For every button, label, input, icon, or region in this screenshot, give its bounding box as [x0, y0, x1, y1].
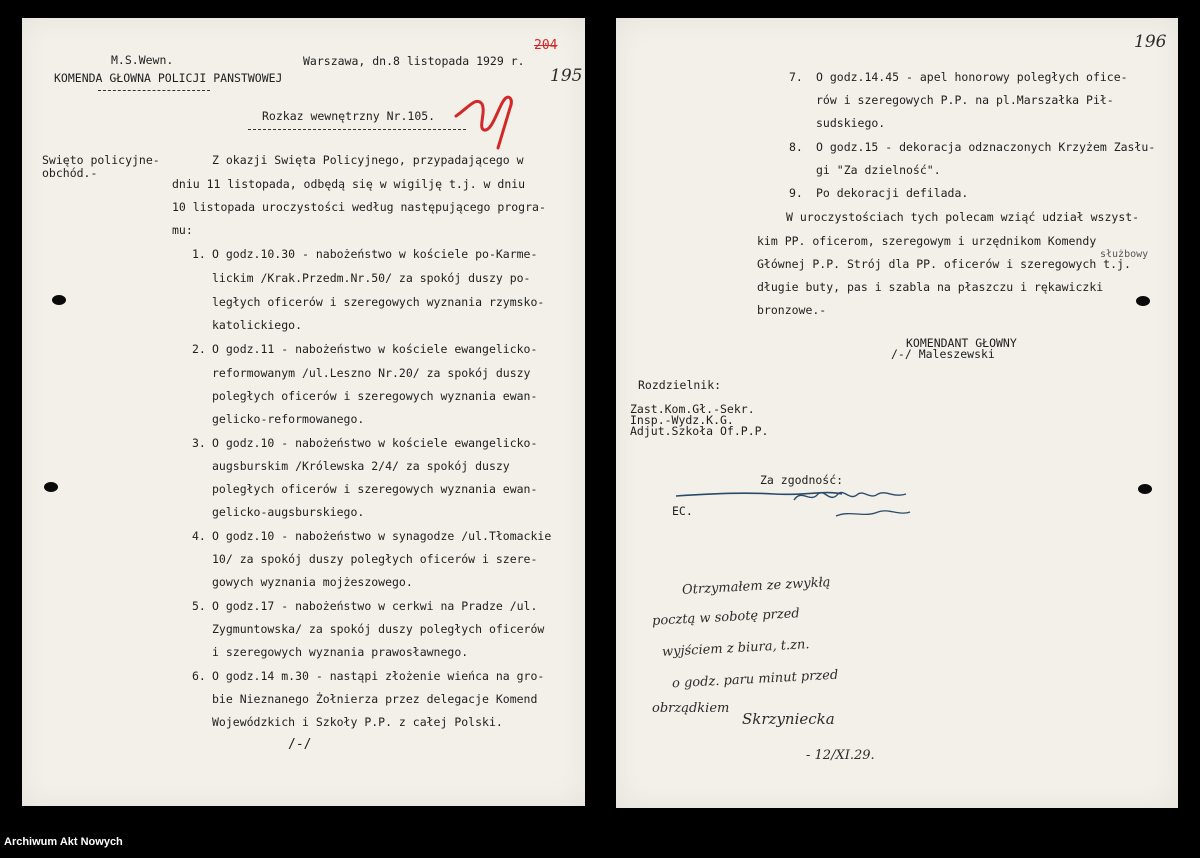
punch-hole — [44, 482, 58, 492]
closing-line: W uroczystościach tych polecam wziąć udział wszyst- — [786, 210, 1140, 224]
closing-line: długie buty, pas i szabla na płaszczu i rękawiczki — [757, 280, 1104, 294]
intro-line: Z okazji Swięta Policyjnego, przypadającego w — [212, 153, 524, 167]
handwritten-date: - 12/XI.29. — [806, 748, 875, 763]
document-page-left — [22, 18, 585, 806]
item-line: poległych oficerów i szeregowych wyznania ewan- — [212, 482, 538, 496]
document-page-right — [616, 18, 1178, 808]
red-pencil-mark — [448, 78, 538, 158]
handwritten-line: wyjściem z biura, t.zn. — [661, 637, 810, 660]
closing-line: bronzowe.- — [757, 303, 827, 317]
item-line: gowych wyznania mojżeszowego. — [212, 575, 413, 589]
punch-hole — [52, 295, 66, 305]
item-line: O godz.10 - nabożeństwo w synagodze /ul.Tłomackie — [212, 529, 552, 543]
item-line: poległych oficerów i szeregowych wyznania ewan- — [212, 389, 538, 403]
item-number: 6. — [192, 669, 206, 683]
item-line: gelicko-augsburskiego. — [212, 505, 365, 519]
closing-line: kim PP. oficerom, szeregowym i urzędnikom Komendy — [757, 234, 1097, 248]
title-underline — [248, 129, 466, 130]
item-line: O godz.11 - nabożeństwo w kościele ewangelicko- — [212, 342, 538, 356]
conformity-signature — [674, 482, 914, 528]
item-line: 10/ za spokój duszy poległych oficerów i szere- — [212, 552, 538, 566]
item-line: O godz.15 - dekoracja odznaczonych Krzyżem Zasłu- — [816, 140, 1156, 154]
item-line: Zygmuntowska/ za spokój duszy poległych oficerów — [212, 622, 545, 636]
item-number: 2. — [192, 342, 206, 356]
item-number: 5. — [192, 599, 206, 613]
item-line: O godz.14 m.30 - nastąpi złożenie wieńca na gro- — [212, 669, 545, 683]
item-line: gelicko-reformowanego. — [212, 412, 365, 426]
conformity-label: Za zgodność: — [760, 473, 844, 487]
item-number: 7. — [789, 70, 803, 84]
handwritten-line: obrządkiem — [652, 701, 730, 716]
intro-line: 10 listopada uroczystości według następującego progra- — [172, 200, 546, 214]
item-line: gi "Za dzielność". — [816, 163, 941, 177]
item-line: augsburskim /Królewska 2/4/ za spokój duszy — [212, 459, 510, 473]
typed-insertion: służbowy — [1100, 249, 1149, 260]
punch-hole — [1136, 296, 1150, 306]
side-heading-line-1: Swięto policyjne- — [42, 153, 160, 167]
distribution-item: Zast.Kom.Gł.-Sekr. — [630, 402, 755, 416]
item-line: reformowanym /ul.Leszno Nr.20/ za spokój duszy — [212, 366, 531, 380]
closing-line: Głównej P.P. Strój dla PP. oficerów i szeregowych t.j. — [757, 257, 1131, 271]
item-line: O godz.17 - nabożeństwo w cerkwi na Pradze /ul. — [212, 599, 538, 613]
signature-name: /-/ Maleszewski — [891, 347, 995, 361]
initials: EC. — [672, 504, 693, 518]
item-line: bie Nieznanego Żołnierza przez delegacje Komend — [212, 692, 538, 706]
order-title: Rozkaz wewnętrzny Nr.105. — [262, 109, 436, 123]
folio-number: 195 — [550, 66, 583, 86]
handwritten-line: o godz. paru minut przed — [671, 667, 839, 692]
item-number: 4. — [192, 529, 206, 543]
item-line: ległych oficerów i szeregowych wyznania rzymsko- — [212, 295, 545, 309]
signature-title: KOMENDANT GŁOWNY — [906, 336, 1017, 350]
punch-hole — [1138, 484, 1152, 494]
place-date: Warszawa, dn.8 listopada 1929 r. — [303, 54, 525, 68]
item-line: lickim /Krak.Przedm.Nr.50/ za spokój duszy po- — [212, 271, 531, 285]
item-line: sudskiego. — [816, 116, 886, 130]
ministry-header: M.S.Wewn. — [111, 53, 174, 67]
folio-number: 196 — [1134, 32, 1167, 52]
item-line: O godz.10 - nabożeństwo w kościele ewangelicko- — [212, 436, 538, 450]
office-header: KOMENDA GŁOWNA POLICJI PANSTWOWEJ — [54, 71, 283, 85]
item-line: katolickiego. — [212, 318, 303, 332]
distribution-item: Insp.-Wydz.K.G. — [630, 413, 734, 427]
intro-line: dniu 11 listopada, odbędą się w wigilję t.j. w dniu — [172, 177, 526, 191]
item-line: O godz.10.30 - nabożeństwo w kościele po-Karme- — [212, 247, 538, 261]
item-number: 3. — [192, 436, 206, 450]
handwritten-line: Otrzymałem ze zwykłą — [681, 575, 831, 598]
item-number: 8. — [789, 140, 803, 154]
header-underline — [98, 90, 210, 91]
folio-crossed: 204 — [534, 38, 558, 53]
item-line: O godz.14.45 - apel honorowy poległych ofice- — [816, 70, 1128, 84]
item-number: 1. — [192, 247, 206, 261]
item-line: Po dekoracji defilada. — [816, 186, 969, 200]
distribution-label: Rozdzielnik: — [638, 378, 722, 392]
item-line: Wojewódzkich i Szkoły P.P. z całej Polski. — [212, 715, 503, 729]
item-number: 9. — [789, 186, 803, 200]
side-heading-line-2: obchód.- — [42, 166, 98, 180]
archive-label: Archiwum Akt Nowych — [4, 836, 123, 848]
handwritten-signature: Skrzyniecka — [742, 710, 835, 728]
handwritten-line: pocztą w sobotę przed — [651, 606, 801, 629]
distribution-item: Adjut.Szkoła Of.P.P. — [630, 424, 769, 438]
item-line: rów i szeregowych P.P. na pl.Marszałka Pił- — [816, 93, 1114, 107]
item-line: i szeregowych wyznania prawosławnego. — [212, 645, 469, 659]
continuation-mark: /-/ — [288, 737, 312, 752]
intro-line: mu: — [172, 223, 193, 237]
